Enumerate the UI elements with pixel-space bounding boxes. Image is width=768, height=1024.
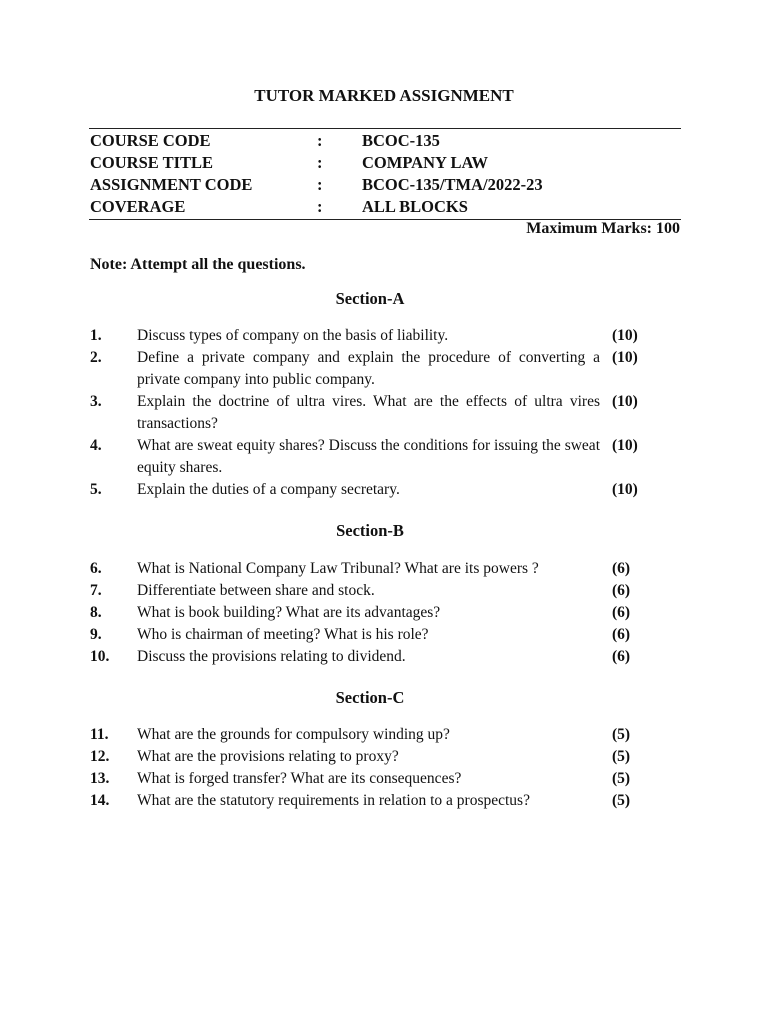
question-number: 6.	[90, 560, 102, 577]
question-marks: (6)	[612, 582, 631, 599]
info-value: COMPANY LAW	[362, 153, 489, 172]
info-label: COURSE CODE	[90, 131, 211, 150]
question-text: Differentiate between share and stock.	[137, 582, 375, 599]
question-number: 1.	[90, 327, 102, 344]
question-marks: (6)	[612, 626, 631, 643]
question-marks: (5)	[612, 726, 631, 743]
question-marks: (10)	[612, 481, 638, 498]
info-value: BCOC-135	[362, 131, 440, 150]
question-number: 3.	[90, 393, 102, 410]
question-number: 13.	[90, 770, 110, 787]
top-rule	[89, 128, 681, 129]
question-marks: (6)	[612, 648, 631, 665]
question-number: 9.	[90, 626, 102, 643]
question-text: Discuss types of company on the basis of liability.	[137, 327, 449, 344]
question-number: 12.	[90, 748, 110, 765]
question-text: Define a private company and explain the procedure of converting a private company into public company.	[137, 349, 600, 388]
question-text: What is National Company Law Tribunal? What are its powers ?	[137, 560, 539, 577]
question-text: What is book building? What are its advantages?	[137, 604, 441, 621]
question-number: 4.	[90, 437, 102, 454]
section-c-heading: Section-C	[335, 688, 405, 707]
info-label: ASSIGNMENT CODE	[90, 175, 253, 194]
info-row-course-code	[90, 130, 690, 152]
question-marks: (6)	[612, 560, 631, 577]
question-text: What are the provisions relating to proxy?	[137, 748, 399, 765]
document-title: TUTOR MARKED ASSIGNMENT	[254, 86, 514, 105]
question-text: Who is chairman of meeting? What is his role?	[137, 626, 429, 643]
info-label: COURSE TITLE	[90, 153, 214, 172]
question-text: What is forged transfer? What are its consequences?	[137, 770, 462, 787]
question-number: 10.	[90, 648, 110, 665]
info-value: BCOC-135/TMA/2022-23	[362, 175, 543, 194]
info-colon: :	[317, 175, 323, 194]
question-marks: (5)	[612, 770, 631, 787]
question-marks: (10)	[612, 393, 638, 410]
info-colon: :	[317, 153, 323, 172]
question-marks: (6)	[612, 604, 631, 621]
question-marks: (5)	[612, 748, 631, 765]
info-label: COVERAGE	[90, 197, 186, 216]
instruction-note: Note: Attempt all the questions.	[90, 256, 306, 273]
info-row-assignment-code	[90, 174, 690, 196]
info-row-course-title	[90, 152, 690, 174]
course-info-table	[90, 130, 690, 218]
info-value: ALL BLOCKS	[362, 197, 468, 216]
info-colon: :	[317, 197, 323, 216]
maximum-marks: Maximum Marks: 100	[526, 220, 680, 237]
question-text: What are sweat equity shares? Discuss the conditions for issuing the sweat equity shares.	[137, 437, 600, 476]
question-marks: (10)	[612, 327, 638, 344]
question-marks: (5)	[612, 792, 631, 809]
question-text: Explain the doctrine of ultra vires. What are the effects of ultra vires transactions?	[137, 393, 600, 432]
question-text: Discuss the provisions relating to dividend.	[137, 648, 406, 665]
question-number: 14.	[90, 792, 110, 809]
question-marks: (10)	[612, 349, 638, 366]
question-marks: (10)	[612, 437, 638, 454]
info-row-coverage	[90, 196, 690, 218]
question-number: 2.	[90, 349, 102, 366]
question-text: What are the statutory requirements in relation to a prospectus?	[137, 792, 530, 809]
section-a-heading: Section-A	[335, 289, 405, 308]
question-number: 7.	[90, 582, 102, 599]
question-text: What are the grounds for compulsory winding up?	[137, 726, 450, 743]
question-number: 8.	[90, 604, 102, 621]
question-number: 11.	[90, 726, 109, 743]
question-text: Explain the duties of a company secretary.	[137, 481, 400, 498]
info-colon: :	[317, 131, 323, 150]
question-number: 5.	[90, 481, 102, 498]
section-b-heading: Section-B	[336, 521, 404, 540]
